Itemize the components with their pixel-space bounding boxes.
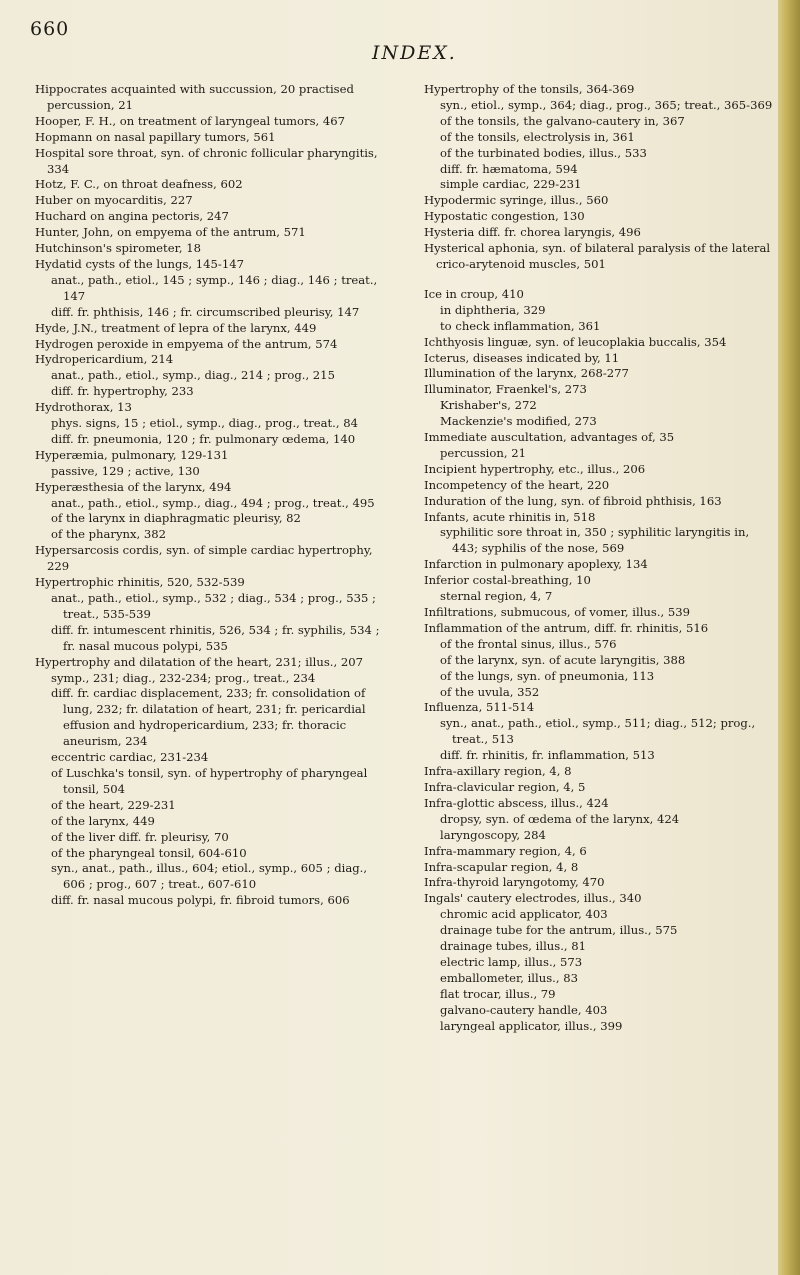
index-subentry: syn., anat., path., illus., 604; etiol., symp., 605 ; diag., 606 ; prog., 607 ; treat., 607-610 <box>51 861 368 892</box>
index-entry: Infra-glottic abscess, illus., 424 <box>424 795 609 810</box>
index-subentry: of the pharynx, 382 <box>51 527 167 542</box>
index-subentry: Mackenzie's modified, 273 <box>440 414 597 429</box>
index-entry: Hooper, F. H., on treatment of laryngeal tumors, 467 <box>35 113 346 128</box>
index-subentry: diff. fr. intumescent rhinitis, 526, 534 ; fr. syphilis, 534 ; fr. nasal mucous polypi, 535 <box>51 622 380 653</box>
index-subentry: syn., anat., path., etiol., symp., 511; diag., 512; prog., treat., 513 <box>440 716 756 747</box>
index-entry: Immediate auscultation, advantages of, 35 <box>424 430 675 445</box>
index-entry: Hypertrophy and dilatation of the heart, 231; illus., 207 <box>35 654 363 669</box>
index-subentry: diff. fr. nasal mucous polypi, fr. fibroid tumors, 606 <box>51 893 350 908</box>
index-entry: Hysterical aphonia, syn. of bilateral paralysis of the lateral crico-arytenoid muscles, 501 <box>424 241 771 271</box>
index-entry: Illuminator, Fraenkel's, 273 <box>424 382 587 397</box>
index-subentry: simple cardiac, 229-231 <box>440 177 582 192</box>
index-entry: Hydrogen peroxide in empyema of the antrum, 574 <box>35 336 338 351</box>
index-subentry: anat., path., etiol., symp., diag., 494 ; prog., treat., 495 <box>51 495 375 510</box>
index-entry: Infants, acute rhinitis in, 518 <box>424 509 596 524</box>
index-subentry: galvano-cautery handle, 403 <box>440 1002 608 1017</box>
page-number: 660 <box>30 18 70 40</box>
index-subentry: diff. fr. rhinitis, fr. inflammation, 513 <box>440 748 655 763</box>
index-entry: Hypersarcosis cordis, syn. of simple cardiac hypertrophy, 229 <box>35 543 373 574</box>
index-entry: Incompetency of the heart, 220 <box>424 477 610 492</box>
index-subentry: flat trocar, illus., 79 <box>440 986 556 1001</box>
index-entry: Illumination of the larynx, 268-277 <box>424 366 629 381</box>
index-subentry: anat., path., etiol., symp., diag., 214 ; prog., 215 <box>51 368 335 383</box>
index-subentry: diff. fr. hæmatoma, 594 <box>440 161 578 176</box>
index-entry: Hyperæmia, pulmonary, 129-131 <box>35 447 229 462</box>
index-entry: Hypodermic syringe, illus., 560 <box>424 193 609 208</box>
index-subentry: symp., 231; diag., 232-234; prog., treat., 234 <box>51 670 316 685</box>
index-subentry: diff. fr. phthisis, 146 ; fr. circumscribed pleurisy, 147 <box>51 304 360 319</box>
index-entry: Infra-thyroid laryngotomy, 470 <box>424 875 605 890</box>
index-subentry: percussion, 21 <box>440 445 526 460</box>
index-entry: Hydrothorax, 13 <box>35 400 132 415</box>
index-subentry: of the larynx in diaphragmatic pleurisy, 82 <box>51 511 301 526</box>
index-entry: Hyperæsthesia of the larynx, 494 <box>35 479 232 494</box>
index-subentry: anat., path., etiol., symp., 532 ; diag., 534 ; prog., 535 ; treat., 535-539 <box>51 591 376 621</box>
index-entry: Hydropericardium, 214 <box>35 352 174 367</box>
index-entry: Icterus, diseases indicated by, 11 <box>424 350 620 365</box>
index-entry: Influenza, 511-514 <box>424 700 535 715</box>
index-subentry: chromic acid applicator, 403 <box>440 907 608 922</box>
index-entry: Infra-mammary region, 4, 6 <box>424 843 587 858</box>
index-subentry: phys. signs, 15 ; etiol., symp., diag., prog., treat., 84 <box>51 416 358 431</box>
index-subentry: syn., etiol., symp., 364; diag., prog., 365; treat., 365-369 <box>440 97 773 112</box>
index-subentry: passive, 129 ; active, 130 <box>51 463 200 478</box>
index-entry: Ice in croup, 410 <box>424 286 524 301</box>
index-entry: Inflammation of the antrum, diff. fr. rhinitis, 516 <box>424 620 709 635</box>
index-entry: Hydatid cysts of the lungs, 145-147 <box>35 256 244 271</box>
running-head: INDEX. <box>372 42 457 64</box>
index-entry: Ingals' cautery electrodes, illus., 340 <box>424 891 642 906</box>
index-entry: Huchard on angina pectoris, 247 <box>35 209 229 224</box>
index-subentry: syphilitic sore throat in, 350 ; syphilitic laryngitis in, 443; syphilis of the nose, 569 <box>440 525 750 556</box>
index-entry: Induration of the lung, syn. of fibroid phthisis, 163 <box>424 493 722 508</box>
index-entry: Infra-scapular region, 4, 8 <box>424 859 579 874</box>
index-subentry: electric lamp, illus., 573 <box>440 954 583 969</box>
index-entry: Incipient hypertrophy, etc., illus., 206 <box>424 461 646 476</box>
index-subentry: of the tonsils, the galvano-cautery in, 367 <box>440 113 685 128</box>
index-subentry: of the pharyngeal tonsil, 604-610 <box>51 845 247 860</box>
page-edge <box>778 0 800 1275</box>
index-entry: Infiltrations, submucous, of vomer, illus., 539 <box>424 605 690 619</box>
index-subentry: of the lungs, syn. of pneumonia, 113 <box>440 668 655 683</box>
index-subentry: eccentric cardiac, 231-234 <box>51 750 209 765</box>
index-entry: Hypertrophic rhinitis, 520, 532-539 <box>35 575 245 590</box>
index-subentry: of the uvula, 352 <box>440 684 540 699</box>
index-entry: Infra-axillary region, 4, 8 <box>424 764 572 779</box>
index-subentry: diff. fr. cardiac displacement, 233; fr. consolidation of lung, 232; fr. dilatation of heart, 231; fr. pericardial effusion and hydropericardium, 233; fr. thoracic aneurism, 234 <box>51 686 366 749</box>
index-entry: Hopmann on nasal papillary tumors, 561 <box>35 129 276 144</box>
index-subentry: of Luschka's tonsil, syn. of hypertrophy of pharyngeal tonsil, 504 <box>51 765 368 796</box>
index-subentry: in diphtheria, 329 <box>440 302 546 317</box>
index-subentry: of the larynx, 449 <box>51 813 155 828</box>
index-subentry: of the frontal sinus, illus., 576 <box>440 636 617 651</box>
index-entry: Ichthyosis linguæ, syn. of leucoplakia buccalis, 354 <box>424 334 727 349</box>
index-subentry: sternal region, 4, 7 <box>440 589 553 604</box>
index-entry: Huber on myocarditis, 227 <box>35 193 193 208</box>
index-subentry: drainage tubes, illus., 81 <box>440 939 587 954</box>
index-entry: Hotz, F. C., on throat deafness, 602 <box>35 177 243 192</box>
index-subentry: drainage tube for the antrum, illus., 575 <box>440 923 678 938</box>
index-column-left <box>35 82 385 909</box>
index-subentry: of the tonsils, electrolysis in, 361 <box>440 129 635 144</box>
index-subentry: of the turbinated bodies, illus., 533 <box>440 145 647 160</box>
index-entry: Infarction in pulmonary apoplexy, 134 <box>424 557 648 572</box>
index-entry: Hypostatic congestion, 130 <box>424 209 585 224</box>
index-entry: Hutchinson's spirometer, 18 <box>35 241 201 256</box>
index-column-right <box>424 82 774 1034</box>
index-subentry: of the heart, 229-231 <box>51 797 176 812</box>
index-entry: Hippocrates acquainted with succussion, 20 practised percussion, 21 <box>35 82 354 112</box>
index-entry: Hospital sore throat, syn. of chronic follicular pharyngitis, 334 <box>35 145 378 176</box>
index-subentry: diff. fr. hypertrophy, 233 <box>51 384 194 399</box>
index-entry: Inferior costal-breathing, 10 <box>424 573 591 588</box>
index-subentry: dropsy, syn. of œdema of the larynx, 424 <box>440 811 680 826</box>
index-entry: Infra-clavicular region, 4, 5 <box>424 779 586 794</box>
index-entry: Hysteria diff. fr. chorea laryngis, 496 <box>424 225 641 240</box>
index-subentry: Krishaber's, 272 <box>440 398 537 413</box>
index-subentry: anat., path., etiol., 145 ; symp., 146 ; diag., 146 ; treat., 147 <box>51 272 378 303</box>
index-subentry: laryngoscopy, 284 <box>440 827 546 842</box>
index-subentry: of the liver diff. fr. pleurisy, 70 <box>51 829 229 844</box>
index-entry: Hypertrophy of the tonsils, 364-369 <box>424 82 635 96</box>
index-subentry: diff. fr. pneumonia, 120 ; fr. pulmonary œdema, 140 <box>51 431 356 446</box>
index-subentry: of the larynx, syn. of acute laryngitis, 388 <box>440 652 686 667</box>
index-entry: Hyde, J.N., treatment of lepra of the larynx, 449 <box>35 320 317 335</box>
index-entry: Hunter, John, on empyema of the antrum, 571 <box>35 225 306 240</box>
index-subentry: to check inflammation, 361 <box>440 318 601 333</box>
index-subentry: emballometer, illus., 83 <box>440 970 578 985</box>
index-subentry: laryngeal applicator, illus., 399 <box>440 1018 623 1033</box>
